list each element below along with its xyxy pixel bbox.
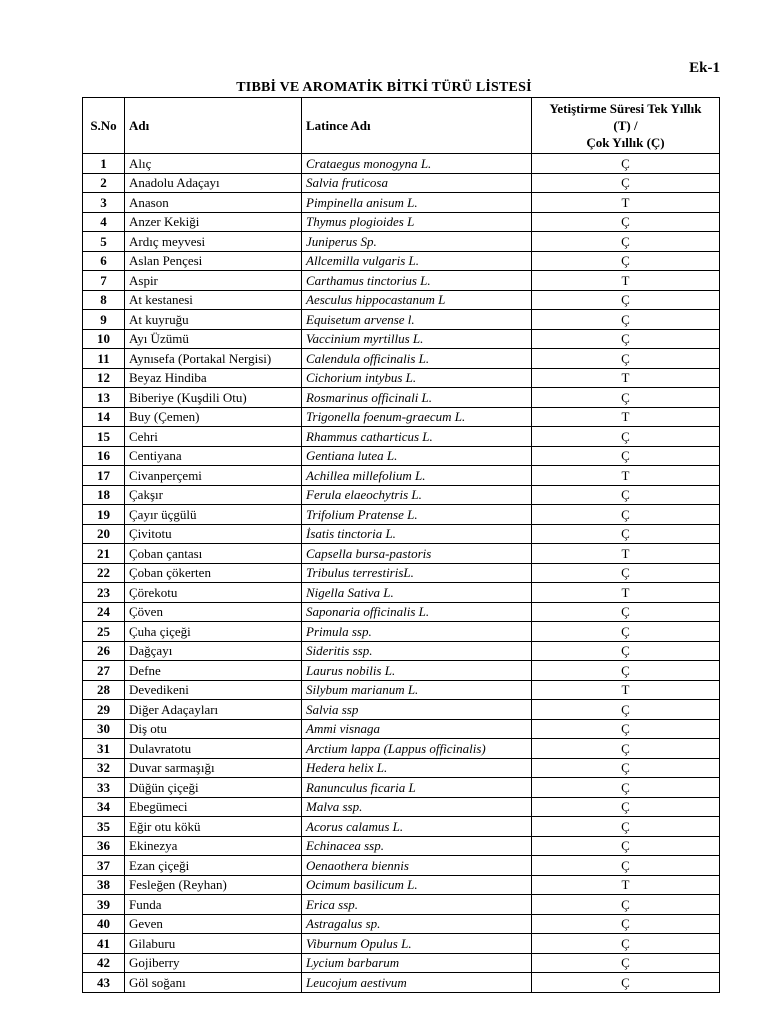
cell-sno: 42	[83, 953, 125, 973]
table-row	[83, 212, 720, 232]
table-row	[83, 758, 720, 778]
cell-sno: 22	[83, 563, 125, 583]
table-row	[83, 485, 720, 505]
cell-sno: 36	[83, 836, 125, 856]
cell-sno: 41	[83, 934, 125, 954]
cell-latin-name: Erica ssp.	[302, 895, 532, 915]
cell-latin-name: Ammi visnaga	[302, 719, 532, 739]
cell-latin-name: Allcemilla vulgaris L.	[302, 251, 532, 271]
cell-growth-period: T	[532, 193, 720, 213]
cell-growth-period: Ç	[532, 505, 720, 525]
table-row	[83, 700, 720, 720]
table-row	[83, 251, 720, 271]
cell-growth-period: Ç	[532, 914, 720, 934]
table-row	[83, 544, 720, 564]
table-row	[83, 914, 720, 934]
cell-latin-name: Ferula elaeochytris L.	[302, 485, 532, 505]
table-row	[83, 173, 720, 193]
table-row	[83, 875, 720, 895]
cell-growth-period: Ç	[532, 310, 720, 330]
cell-growth-period: Ç	[532, 797, 720, 817]
cell-latin-name: Echinacea ssp.	[302, 836, 532, 856]
cell-sno: 19	[83, 505, 125, 525]
cell-growth-period: Ç	[532, 349, 720, 369]
cell-latin-name: Salvia ssp	[302, 700, 532, 720]
cell-sno: 32	[83, 758, 125, 778]
cell-latin-name: Arctium lappa (Lappus officinalis)	[302, 739, 532, 759]
table-row	[83, 407, 720, 427]
cell-name: Geven	[125, 914, 302, 934]
cell-name: Dağçayı	[125, 641, 302, 661]
cell-sno: 27	[83, 661, 125, 681]
cell-latin-name: Capsella bursa-pastoris	[302, 544, 532, 564]
cell-sno: 30	[83, 719, 125, 739]
cell-name: Ardıç meyvesi	[125, 232, 302, 252]
cell-growth-period: Ç	[532, 622, 720, 642]
cell-name: Dulavratotu	[125, 739, 302, 759]
cell-latin-name: Nigella Sativa L.	[302, 583, 532, 603]
cell-growth-period: Ç	[532, 895, 720, 915]
cell-name: Centiyana	[125, 446, 302, 466]
cell-sno: 37	[83, 856, 125, 876]
table-row	[83, 368, 720, 388]
cell-latin-name: Calendula officinalis L.	[302, 349, 532, 369]
plant-species-table	[82, 97, 720, 993]
table-row	[83, 739, 720, 759]
table-row	[83, 290, 720, 310]
table-row	[83, 388, 720, 408]
cell-growth-period: Ç	[532, 212, 720, 232]
cell-growth-period: Ç	[532, 173, 720, 193]
cell-growth-period: Ç	[532, 524, 720, 544]
table-row	[83, 973, 720, 993]
cell-growth-period: Ç	[532, 329, 720, 349]
table-row	[83, 310, 720, 330]
cell-growth-period: Ç	[532, 154, 720, 174]
header-name: Adı	[125, 98, 302, 154]
cell-sno: 10	[83, 329, 125, 349]
cell-name: Çoban çökerten	[125, 563, 302, 583]
cell-name: Aslan Pençesi	[125, 251, 302, 271]
table-row	[83, 953, 720, 973]
cell-sno: 34	[83, 797, 125, 817]
cell-latin-name: Hedera helix L.	[302, 758, 532, 778]
cell-sno: 15	[83, 427, 125, 447]
table-row	[83, 680, 720, 700]
cell-growth-period: T	[532, 271, 720, 291]
cell-latin-name: Ranunculus ficaria L	[302, 778, 532, 798]
cell-growth-period: T	[532, 544, 720, 564]
cell-latin-name: Achillea millefolium L.	[302, 466, 532, 486]
table-header-row	[83, 98, 720, 154]
cell-name: Çuha çiçeği	[125, 622, 302, 642]
cell-growth-period: Ç	[532, 856, 720, 876]
cell-latin-name: Laurus nobilis L.	[302, 661, 532, 681]
table-row	[83, 232, 720, 252]
cell-sno: 12	[83, 368, 125, 388]
cell-name: Anadolu Adaçayı	[125, 173, 302, 193]
cell-sno: 40	[83, 914, 125, 934]
cell-sno: 26	[83, 641, 125, 661]
table-row	[83, 505, 720, 525]
cell-latin-name: Salvia fruticosa	[302, 173, 532, 193]
cell-name: Çakşır	[125, 485, 302, 505]
cell-sno: 23	[83, 583, 125, 603]
cell-latin-name: Tribulus terrestirisL.	[302, 563, 532, 583]
cell-name: Funda	[125, 895, 302, 915]
cell-growth-period: T	[532, 875, 720, 895]
cell-sno: 43	[83, 973, 125, 993]
cell-latin-name: Vaccinium myrtillus L.	[302, 329, 532, 349]
cell-name: At kuyruğu	[125, 310, 302, 330]
cell-growth-period: Ç	[532, 427, 720, 447]
table-row	[83, 524, 720, 544]
cell-name: Ebegümeci	[125, 797, 302, 817]
cell-growth-period: Ç	[532, 290, 720, 310]
cell-name: Duvar sarmaşığı	[125, 758, 302, 778]
cell-growth-period: Ç	[532, 973, 720, 993]
cell-name: Çöven	[125, 602, 302, 622]
annex-label: Ek-1	[689, 60, 720, 76]
cell-sno: 17	[83, 466, 125, 486]
cell-sno: 2	[83, 173, 125, 193]
cell-growth-period: Ç	[532, 739, 720, 759]
cell-latin-name: Lycium barbarum	[302, 953, 532, 973]
cell-sno: 28	[83, 680, 125, 700]
cell-sno: 4	[83, 212, 125, 232]
table-row	[83, 154, 720, 174]
cell-name: Aynısefa (Portakal Nergisi)	[125, 349, 302, 369]
cell-latin-name: Silybum marianum L.	[302, 680, 532, 700]
cell-name: Alıç	[125, 154, 302, 174]
cell-name: Beyaz Hindiba	[125, 368, 302, 388]
cell-growth-period: Ç	[532, 251, 720, 271]
header-growth-period-line2: (T) /	[613, 118, 638, 133]
cell-sno: 39	[83, 895, 125, 915]
table-row	[83, 349, 720, 369]
cell-latin-name: Acorus calamus L.	[302, 817, 532, 837]
cell-latin-name: Gentiana lutea L.	[302, 446, 532, 466]
cell-latin-name: Viburnum Opulus L.	[302, 934, 532, 954]
table-row	[83, 622, 720, 642]
header-sno: S.No	[83, 98, 125, 154]
cell-latin-name: Trifolium Pratense L.	[302, 505, 532, 525]
cell-sno: 20	[83, 524, 125, 544]
cell-latin-name: Trigonella foenum-graecum L.	[302, 407, 532, 427]
document-title: TIBBİ VE AROMATİK BİTKİ TÜRÜ LİSTESİ	[236, 80, 532, 95]
table-row	[83, 661, 720, 681]
cell-growth-period: T	[532, 368, 720, 388]
cell-name: Anason	[125, 193, 302, 213]
cell-name: Aspir	[125, 271, 302, 291]
cell-name: Ayı Üzümü	[125, 329, 302, 349]
table-row	[83, 466, 720, 486]
cell-latin-name: Oenaothera biennis	[302, 856, 532, 876]
cell-latin-name: Astragalus sp.	[302, 914, 532, 934]
cell-growth-period: Ç	[532, 641, 720, 661]
cell-sno: 38	[83, 875, 125, 895]
cell-sno: 25	[83, 622, 125, 642]
cell-growth-period: Ç	[532, 700, 720, 720]
cell-growth-period: Ç	[532, 953, 720, 973]
cell-sno: 33	[83, 778, 125, 798]
cell-latin-name: Leucojum aestivum	[302, 973, 532, 993]
cell-sno: 16	[83, 446, 125, 466]
cell-name: Biberiye (Kuşdili Otu)	[125, 388, 302, 408]
cell-name: Gojiberry	[125, 953, 302, 973]
cell-growth-period: T	[532, 583, 720, 603]
cell-name: Göl soğanı	[125, 973, 302, 993]
cell-name: Fesleğen (Reyhan)	[125, 875, 302, 895]
cell-sno: 7	[83, 271, 125, 291]
cell-sno: 31	[83, 739, 125, 759]
cell-growth-period: Ç	[532, 232, 720, 252]
table-row	[83, 329, 720, 349]
table-row	[83, 934, 720, 954]
header-latin-name: Latince Adı	[302, 98, 532, 154]
table-row	[83, 778, 720, 798]
table-row	[83, 602, 720, 622]
cell-growth-period: Ç	[532, 388, 720, 408]
cell-growth-period: Ç	[532, 661, 720, 681]
cell-growth-period: T	[532, 680, 720, 700]
table-row	[83, 641, 720, 661]
cell-latin-name: Carthamus tinctorius L.	[302, 271, 532, 291]
cell-sno: 35	[83, 817, 125, 837]
cell-name: Düğün çiçeği	[125, 778, 302, 798]
cell-growth-period: T	[532, 466, 720, 486]
cell-growth-period: T	[532, 407, 720, 427]
cell-name: Ekinezya	[125, 836, 302, 856]
cell-name: Buy (Çemen)	[125, 407, 302, 427]
cell-growth-period: Ç	[532, 817, 720, 837]
cell-sno: 1	[83, 154, 125, 174]
cell-sno: 6	[83, 251, 125, 271]
cell-name: Anzer Kekiği	[125, 212, 302, 232]
table-row	[83, 856, 720, 876]
cell-sno: 13	[83, 388, 125, 408]
cell-latin-name: Sideritis ssp.	[302, 641, 532, 661]
cell-latin-name: Rosmarinus officinali L.	[302, 388, 532, 408]
cell-latin-name: İsatis tinctoria L.	[302, 524, 532, 544]
header-growth-period-line1: Yetiştirme Süresi Tek Yıllık	[549, 101, 702, 116]
cell-name: At kestanesi	[125, 290, 302, 310]
cell-sno: 9	[83, 310, 125, 330]
cell-name: Civanperçemi	[125, 466, 302, 486]
table-row	[83, 895, 720, 915]
cell-name: Çoban çantası	[125, 544, 302, 564]
cell-latin-name: Saponaria officinalis L.	[302, 602, 532, 622]
cell-growth-period: Ç	[532, 758, 720, 778]
cell-growth-period: Ç	[532, 934, 720, 954]
cell-latin-name: Equisetum arvense l.	[302, 310, 532, 330]
table-row	[83, 817, 720, 837]
cell-sno: 8	[83, 290, 125, 310]
cell-growth-period: Ç	[532, 485, 720, 505]
cell-latin-name: Primula ssp.	[302, 622, 532, 642]
cell-growth-period: Ç	[532, 719, 720, 739]
cell-latin-name: Pimpinella anisum L.	[302, 193, 532, 213]
cell-name: Diş otu	[125, 719, 302, 739]
cell-sno: 18	[83, 485, 125, 505]
header-growth-period	[532, 98, 720, 154]
table-row	[83, 193, 720, 213]
cell-growth-period: Ç	[532, 836, 720, 856]
table-row	[83, 563, 720, 583]
table-row	[83, 446, 720, 466]
cell-sno: 24	[83, 602, 125, 622]
cell-name: Çörekotu	[125, 583, 302, 603]
cell-name: Çivitotu	[125, 524, 302, 544]
cell-name: Cehri	[125, 427, 302, 447]
cell-sno: 21	[83, 544, 125, 564]
cell-sno: 14	[83, 407, 125, 427]
cell-growth-period: Ç	[532, 602, 720, 622]
cell-latin-name: Crataegus monogyna L.	[302, 154, 532, 174]
cell-latin-name: Cichorium intybus L.	[302, 368, 532, 388]
cell-name: Ezan çiçeği	[125, 856, 302, 876]
table-row	[83, 427, 720, 447]
cell-name: Diğer Adaçayları	[125, 700, 302, 720]
cell-sno: 3	[83, 193, 125, 213]
cell-sno: 5	[83, 232, 125, 252]
cell-latin-name: Ocimum basilicum L.	[302, 875, 532, 895]
cell-latin-name: Rhammus catharticus L.	[302, 427, 532, 447]
cell-name: Çayır üçgülü	[125, 505, 302, 525]
cell-name: Eğir otu kökü	[125, 817, 302, 837]
cell-growth-period: Ç	[532, 446, 720, 466]
table-row	[83, 719, 720, 739]
cell-name: Devedikeni	[125, 680, 302, 700]
cell-name: Defne	[125, 661, 302, 681]
table-row	[83, 271, 720, 291]
header-growth-period-line3: Çok Yıllık (Ç)	[586, 135, 665, 150]
table-row	[83, 797, 720, 817]
cell-latin-name: Aesculus hippocastanum L	[302, 290, 532, 310]
cell-latin-name: Malva ssp.	[302, 797, 532, 817]
table-row	[83, 583, 720, 603]
cell-sno: 29	[83, 700, 125, 720]
cell-sno: 11	[83, 349, 125, 369]
cell-growth-period: Ç	[532, 563, 720, 583]
cell-latin-name: Thymus plogioides L	[302, 212, 532, 232]
table-row	[83, 836, 720, 856]
cell-growth-period: Ç	[532, 778, 720, 798]
cell-latin-name: Juniperus Sp.	[302, 232, 532, 252]
cell-name: Gilaburu	[125, 934, 302, 954]
